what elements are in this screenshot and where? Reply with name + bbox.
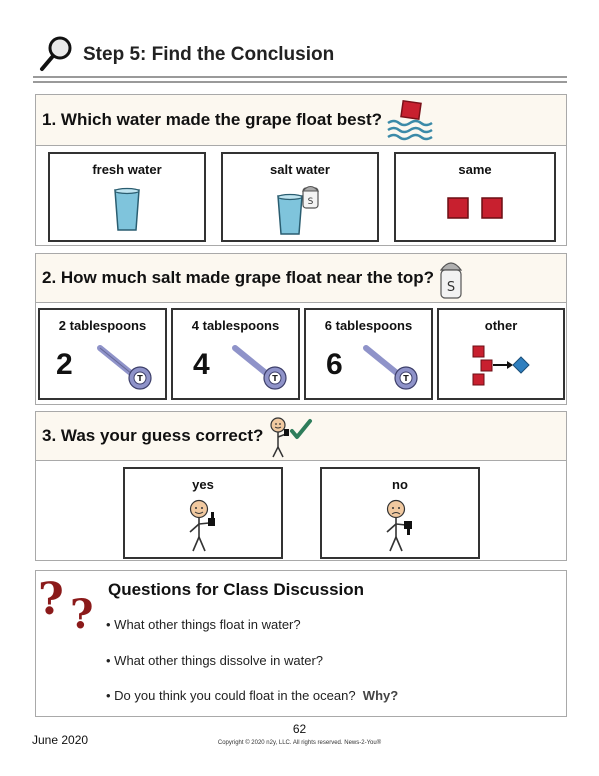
tablespoon-icon bbox=[360, 340, 422, 397]
option-label: fresh water bbox=[92, 162, 162, 177]
option-2-tablespoons[interactable] bbox=[38, 308, 167, 400]
page-number: 62 bbox=[292, 722, 307, 736]
option-label: 2 tablespoons bbox=[58, 318, 147, 333]
bullet-text: Do you think you could float in the ocean? bbox=[114, 688, 356, 703]
why-text: Why? bbox=[362, 688, 399, 703]
header-rule-top bbox=[33, 76, 567, 78]
question-1-section bbox=[35, 94, 567, 246]
person-thumbs-down-icon bbox=[380, 499, 420, 558]
option-other[interactable] bbox=[437, 308, 565, 400]
magnifying-glass-icon bbox=[38, 35, 74, 73]
option-label: no bbox=[392, 477, 408, 492]
grape-floating-icon bbox=[386, 99, 434, 143]
question-1-text: 1. Which water made the grape float best? bbox=[42, 110, 383, 129]
discussion-bullet: • What other things dissolve in water? bbox=[106, 653, 323, 668]
option-fresh-water[interactable] bbox=[48, 152, 206, 242]
footer-date: June 2020 bbox=[32, 733, 89, 747]
option-label: yes bbox=[192, 477, 214, 492]
option-label: 4 tablespoons bbox=[191, 318, 280, 333]
option-label: same bbox=[458, 162, 492, 177]
option-number: 4 bbox=[193, 348, 210, 381]
svg-text:?: ? bbox=[70, 591, 94, 632]
question-1-header bbox=[36, 95, 566, 146]
bullet-text: What other things float in water? bbox=[114, 617, 301, 632]
person-thumbs-up-icon bbox=[183, 499, 223, 558]
option-same[interactable] bbox=[394, 152, 556, 242]
tablespoon-icon bbox=[94, 340, 156, 397]
question-2-text: 2. How much salt made grape float near the top? bbox=[42, 268, 435, 287]
svg-text:S: S bbox=[307, 197, 314, 207]
question-3-text: 3. Was your guess correct? bbox=[42, 426, 264, 445]
option-label: other bbox=[484, 318, 518, 333]
option-number: 6 bbox=[326, 348, 343, 381]
tablespoon-icon bbox=[229, 340, 291, 397]
svg-text:S: S bbox=[446, 280, 456, 295]
header-rule-bottom bbox=[33, 81, 567, 83]
option-6-tablespoons[interactable] bbox=[304, 308, 433, 400]
question-3-section bbox=[35, 411, 567, 561]
option-number: 2 bbox=[56, 348, 73, 381]
option-4-tablespoons[interactable] bbox=[171, 308, 300, 400]
bullet-text: What other things dissolve in water? bbox=[114, 653, 323, 668]
question-marks-icon bbox=[38, 572, 104, 632]
glass-with-salt-icon bbox=[275, 182, 321, 241]
option-salt-water[interactable] bbox=[221, 152, 379, 242]
page-title: Step 5: Find the Conclusion bbox=[83, 44, 335, 65]
option-label: 6 tablespoons bbox=[324, 318, 413, 333]
other-flow-icon bbox=[471, 344, 533, 393]
discussion-bullet: • What other things float in water? bbox=[106, 617, 301, 632]
discussion-title: Questions for Class Discussion bbox=[108, 580, 365, 599]
option-label: salt water bbox=[270, 162, 330, 177]
glass-of-water-icon bbox=[112, 186, 142, 239]
svg-text:?: ? bbox=[38, 574, 64, 625]
question-2-section bbox=[35, 253, 567, 405]
option-yes[interactable] bbox=[123, 467, 283, 559]
svg-text:T: T bbox=[403, 374, 409, 383]
question-3-header bbox=[36, 412, 566, 461]
salt-shaker-icon bbox=[437, 258, 465, 300]
discussion-bullet: • Do you think you could float in the ocean? Why? bbox=[106, 688, 399, 703]
question-2-header bbox=[36, 254, 566, 303]
option-no[interactable] bbox=[320, 467, 480, 559]
copyright-text: Copyright © 2020 n2y, LLC. All rights reserved. News-2-You® bbox=[217, 740, 382, 746]
person-check-icon bbox=[266, 415, 316, 459]
two-squares-icon bbox=[446, 196, 506, 225]
svg-text:T: T bbox=[272, 374, 278, 383]
svg-text:T: T bbox=[137, 374, 143, 383]
